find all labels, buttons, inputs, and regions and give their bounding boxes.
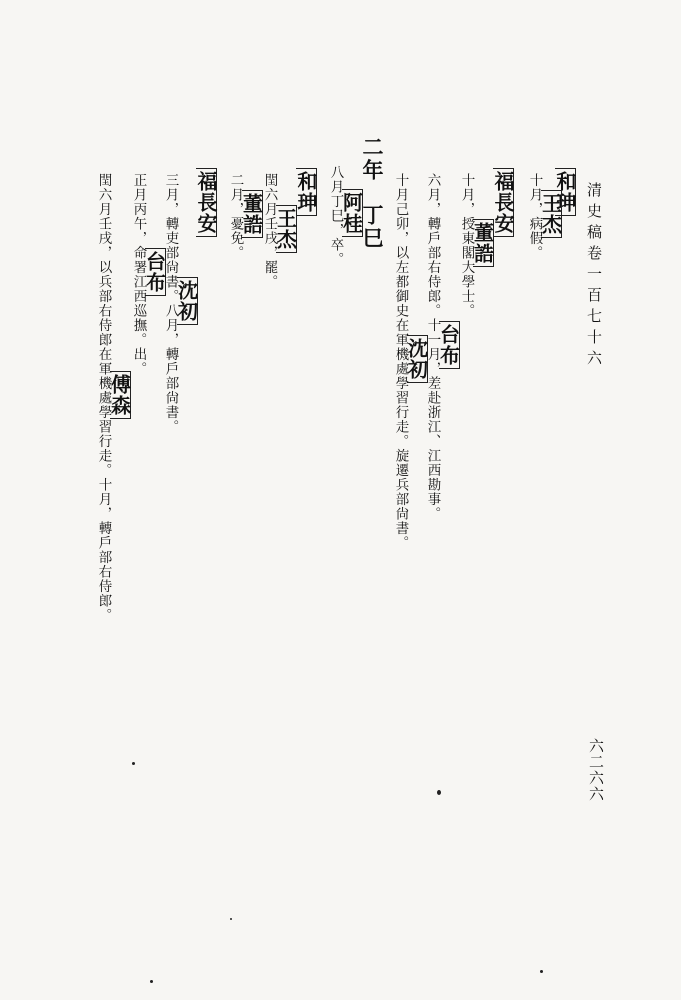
entry-note: 六月，轉戶部右侍郎。十一月，差赴浙江、江西勘事。 [424,173,441,521]
ink-speck [150,980,153,983]
running-head: 清史稿卷一百七十六 [585,182,603,371]
official-name: 福長安 [493,168,514,237]
page-number: 六二六六 [587,738,605,802]
official-name: 董誥 [473,219,494,267]
official-name: 阿桂 [342,189,363,237]
entry-note: 正月丙午，命署江西巡撫。出。 [130,173,147,376]
entry-note: 十月己卯，以左都御史在軍機處學習行走。旋遷兵部尙書。 [392,173,409,550]
official-name: 和珅 [296,168,317,216]
official-name: 董誥 [242,190,263,238]
official-name: 王杰 [276,205,297,253]
year-label: 二年 [360,136,385,182]
official-name: 沈初 [177,277,198,325]
entry-prior-4 [425,168,460,521]
entry-1 [296,168,317,216]
ink-speck [230,918,232,920]
year-ganzhi: 丁巳 [360,204,385,250]
entry-note: 十月，病假。 [526,173,543,260]
year-heading [362,136,383,250]
official-name: 沈初 [407,335,428,383]
entry-note: 十月，授東閣大學士。 [458,173,475,318]
official-name: 台布 [439,321,460,369]
official-name: 王杰 [541,190,562,238]
official-name: 傅森 [110,371,131,419]
official-name: 福長安 [196,168,217,237]
entry-note: 八月丁巳，卒。 [327,165,344,267]
entry-prior-2 [493,168,514,237]
ink-speck [132,762,135,765]
entry-prior-1 [527,168,562,260]
ink-speck [437,790,441,795]
entry-prior-3 [459,168,494,318]
official-name: 台布 [145,248,166,296]
entry-0 [328,160,363,267]
entry-6 [131,168,166,376]
entry-note: 二月，憂免。 [227,173,244,260]
entry-3 [228,168,263,260]
entry-note: 三月，轉吏部尙書。八月，轉戶部尙書。 [162,173,179,434]
entry-7 [96,168,131,623]
entry-4 [196,168,217,237]
entry-5 [163,168,198,434]
entry-note: 閏六月壬戌，以兵部右侍郎在軍機處學習行走。十月，轉戶部右侍郎。 [95,173,112,623]
entry-note: 閏六月壬戌，罷。 [261,173,278,289]
official-name: 和珅 [555,168,576,216]
entry-2 [262,168,297,289]
ink-speck [540,970,543,973]
entry-prior-5 [393,168,428,550]
